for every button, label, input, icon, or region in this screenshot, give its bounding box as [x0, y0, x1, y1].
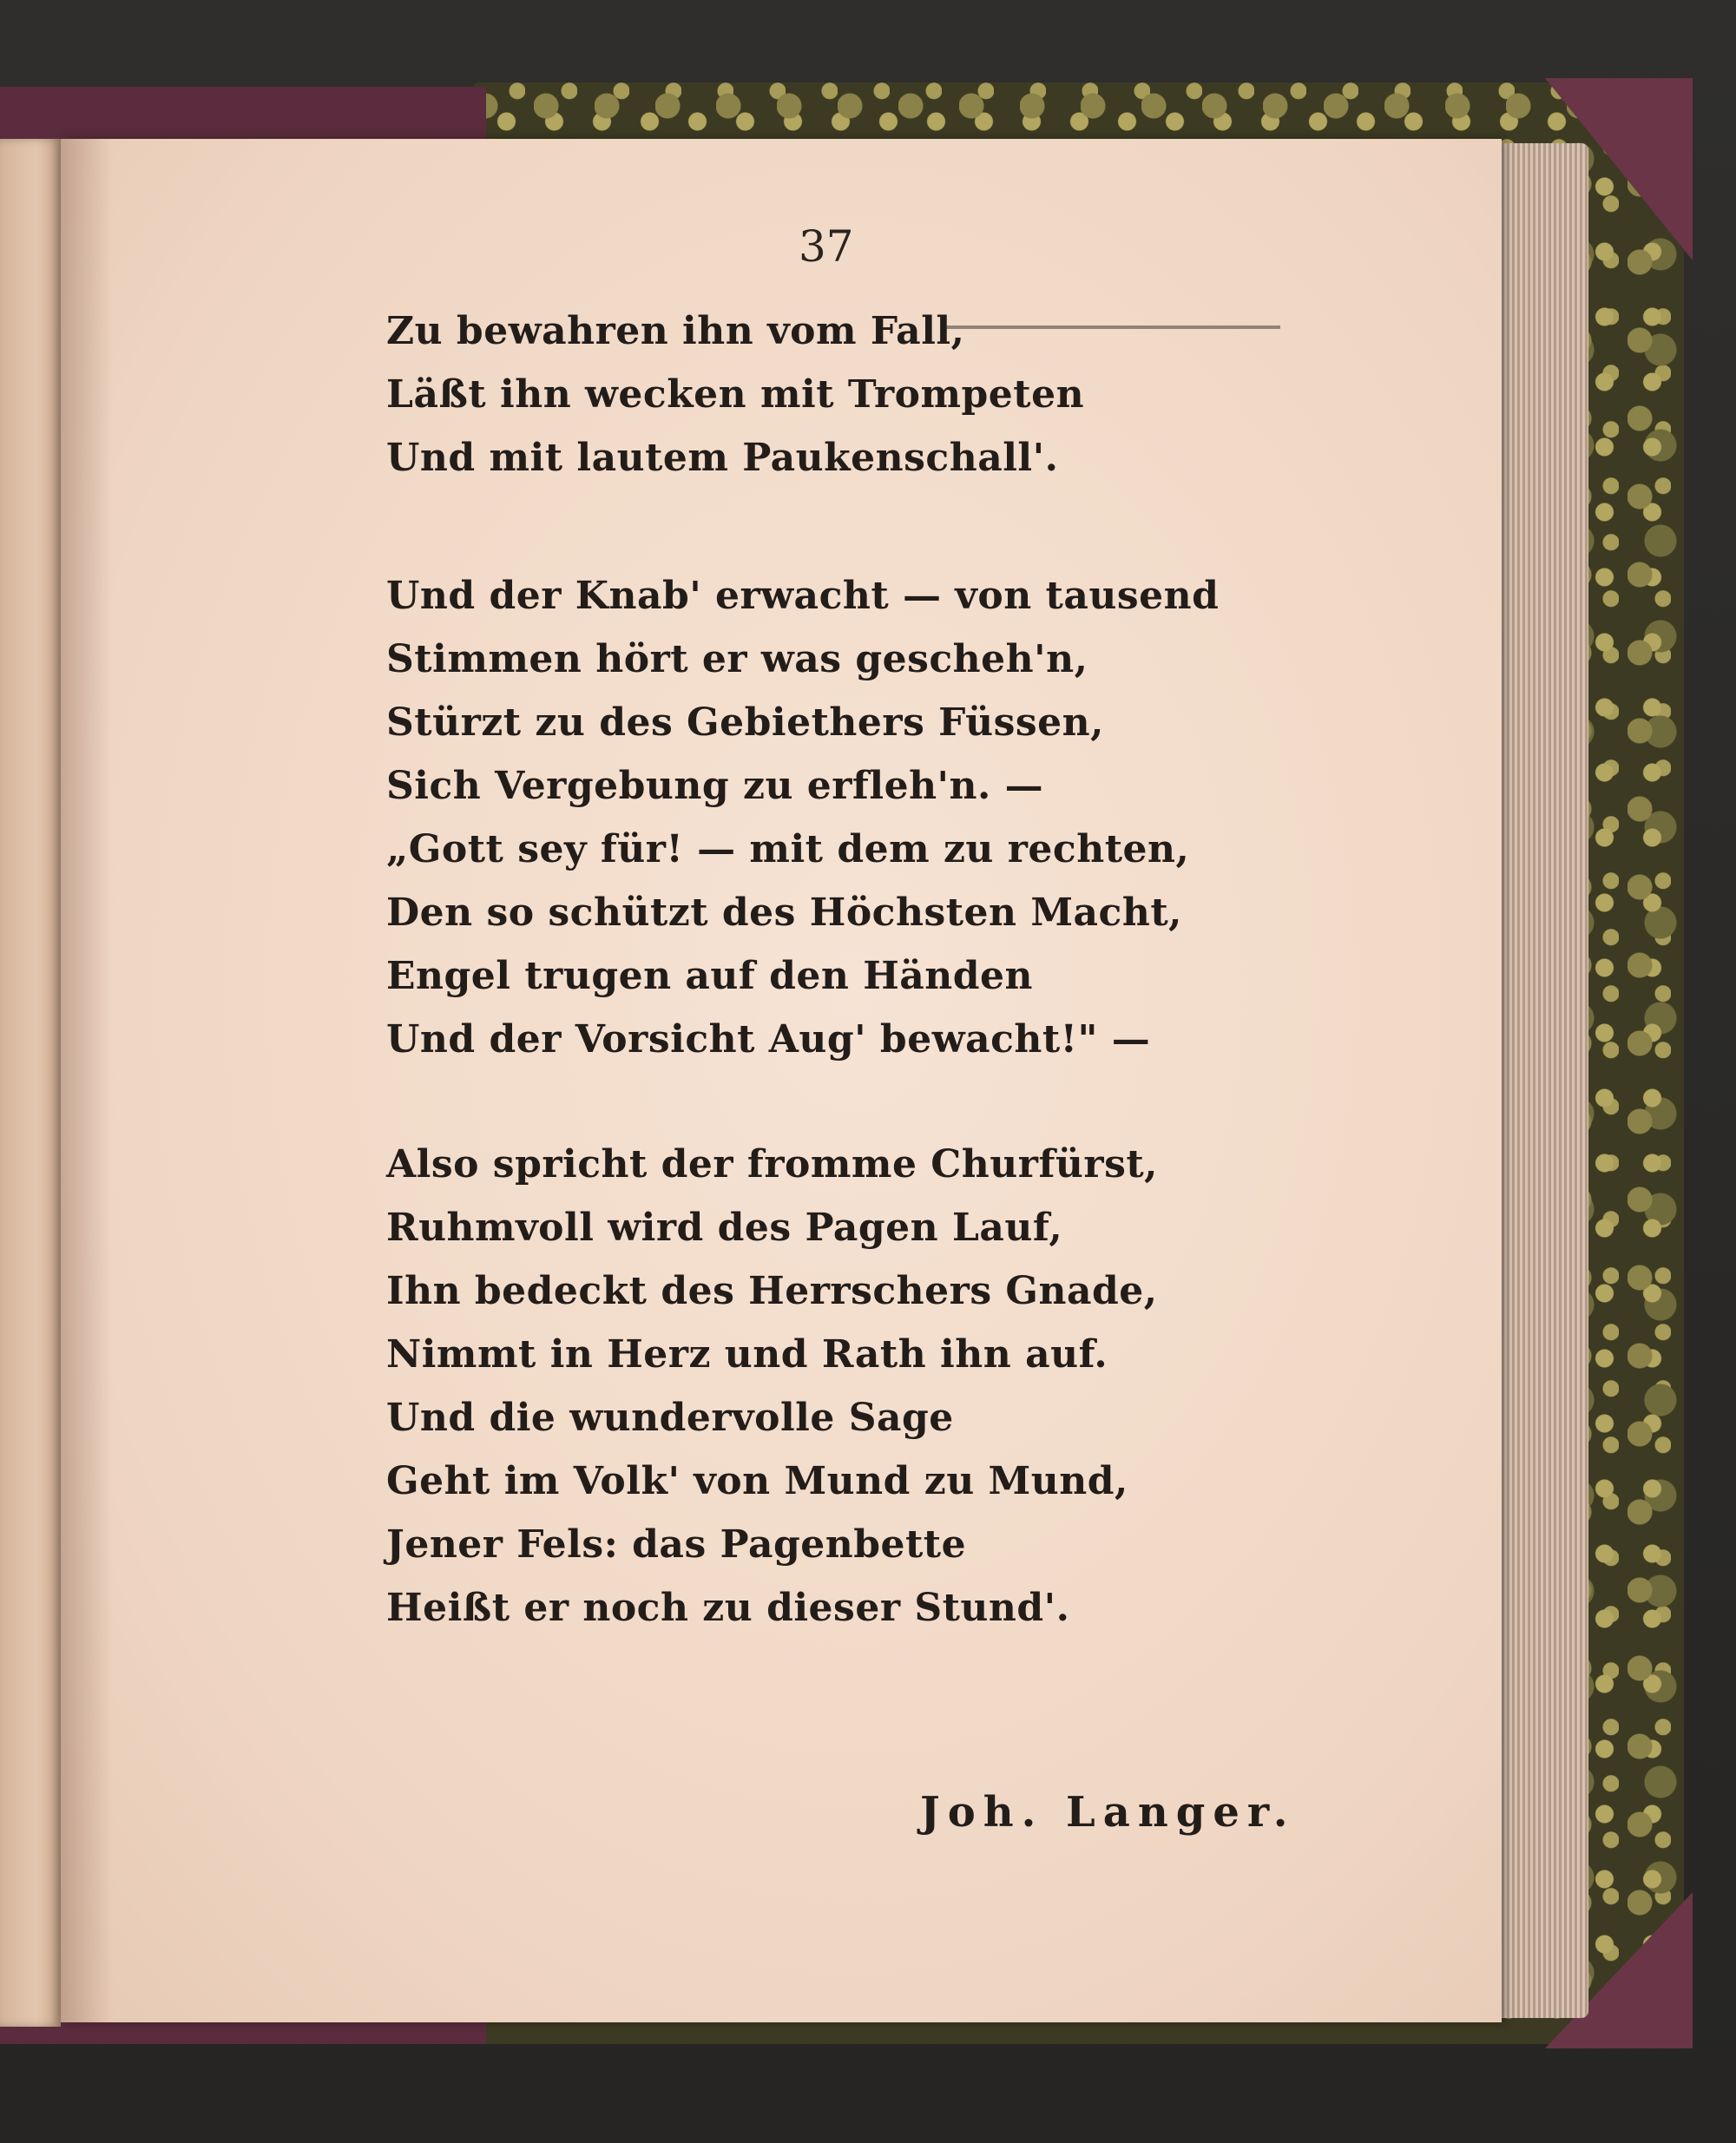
verse-line: Geht im Volk' von Mund zu Mund, — [386, 1459, 1128, 1503]
verse-line: Ruhmvoll wird des Pagen Lauf, — [386, 1206, 1063, 1250]
verse-line: Heißt er noch zu dieser Stund'. — [386, 1586, 1070, 1630]
author-signature: Joh. Langer. — [920, 1788, 1296, 1837]
stanza-2 — [386, 564, 1219, 1071]
verse-line: Nimmt in Herz und Rath ihn auf. — [386, 1332, 1108, 1377]
verse-line: Und der Vorsicht Aug' bewacht!" — — [386, 1017, 1151, 1062]
verse-line: Jener Fels: das Pagenbette — [386, 1522, 967, 1567]
verse-line: Also spricht der fromme Churfürst, — [386, 1142, 1158, 1187]
verse-line: Sich Vergebung zu erfleh'n. — — [386, 764, 1044, 808]
verse-line: Und die wundervolle Sage — [386, 1396, 954, 1440]
verse-line: „Gott sey für! — mit dem zu rechten, — [386, 827, 1190, 871]
verse-line: Engel trugen auf den Händen — [386, 954, 1034, 998]
verse-line: Den so schützt des Höchsten Macht, — [386, 891, 1182, 935]
verse-line: Und der Knab' erwacht — von tausend — [386, 574, 1220, 618]
book-page — [61, 139, 1502, 2022]
left-page-edge — [0, 139, 61, 2027]
gutter-shadow — [61, 139, 113, 2022]
stanza-3 — [386, 1133, 1158, 1640]
stanza-1 — [386, 299, 1084, 490]
verse-line: Stürzt zu des Gebiethers Füssen, — [386, 700, 1104, 745]
verse-line: Und mit lautem Paukenschall'. — [386, 436, 1059, 480]
verse-line: Stimmen hört er was gescheh'n, — [386, 637, 1088, 681]
verse-line: Zu bewahren ihn vom Fall, — [386, 309, 965, 353]
page-number: 37 — [799, 221, 854, 272]
verse-line: Ihn bedeckt des Herrschers Gnade, — [386, 1269, 1158, 1313]
verse-line: Läßt ihn wecken mit Trompeten — [386, 372, 1085, 417]
